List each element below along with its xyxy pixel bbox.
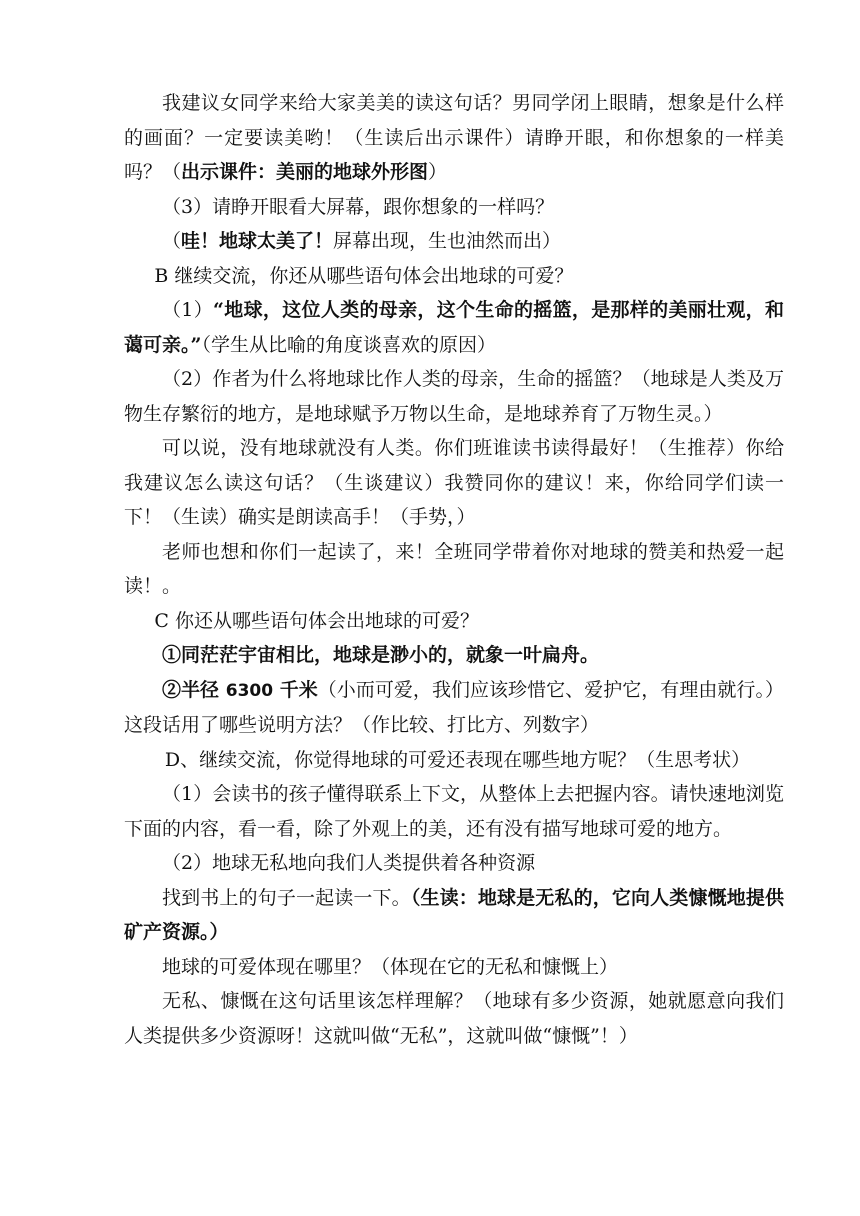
document-body [124,86,784,1053]
paragraph-4 [124,259,784,294]
bold-text-span: 哇！地球太美了！ [181,230,334,252]
text-span: 可以说，没有地球就没有人类。你们班谁读书读得最好！（生推荐）你给我建议怎么读这句话？（生谈建议）我赞同你的建议！来，你给同学们读一下！（生读）确实是朗读高手！（手势，） [124,437,784,528]
text-span: D、继续交流，你觉得地球的可爱还表现在哪些地方呢？（生思考状） [164,748,751,771]
paragraph-5 [124,293,784,362]
text-span: 找到书上的句子一起读一下。 [162,886,411,909]
bold-text-span: （生读：地球是无私的，它向人类慷慨地提供矿产资源。） [124,886,784,943]
bold-text-span: 6300 [225,680,274,701]
text-span: C 你还从哪些语句体会出地球的可爱？ [154,609,479,632]
paragraph-15 [124,881,784,950]
text-span: 我建议女同学来给大家美美的读这句话？男同学闭上眼睛，想象是什么样的画面？一定要读美哟！（生读后出示课件）请睁开眼，和你想象的一样美吗？（ [124,92,784,183]
bold-text-span: “地球，这位人类的母亲，这个生命的摇篮，是那样的美丽壮观，和蔼可亲。” [124,299,784,356]
paragraph-2 [124,190,784,225]
bold-text-span: 出示课件：美丽的地球外形图 [181,161,429,183]
paragraph-12 [124,743,784,778]
text-span: 老师也想和你们一起读了，来！全班同学带着你对地球的赞美和热爱一起读！。 [124,540,784,597]
paragraph-10 [124,638,784,673]
paragraph-7 [124,431,784,535]
paragraph-14 [124,846,784,881]
bold-text-span: ②半径 [162,678,226,701]
text-span: （1）会读书的孩子懂得联系上下文，从整体上去把握内容。请快速地浏览下面的内容，看一看，除了外观上的美，还有没有描写地球可爱的地方。 [124,783,784,840]
text-span: （学生从比喻的角度谈喜欢的原因） [201,333,496,356]
paragraph-1 [124,86,784,190]
paragraph-3 [124,224,784,259]
paragraph-8 [124,535,784,604]
text-span: （ [162,230,182,252]
text-span: ） [428,161,448,183]
text-span: 屏幕出现，生也油然而出） [333,230,562,252]
bold-text-span: ①同茫茫宇宙相比，地球是渺小的，就象一叶扁舟。 [162,644,600,666]
paragraph-11 [124,673,784,743]
text-span: 地球的可爱体现在哪里？（体现在它的无私和慷慨上） [162,955,619,978]
text-span: 无私、慷慨在这句话里该怎样理解？（地球有多少资源，她就愿意向我们人类提供多少资源呀！这就叫做“无私”，这就叫做“慷慨”！） [124,990,784,1047]
paragraph-17 [124,984,784,1053]
text-span: （3）请睁开眼看大屏幕，跟你想象的一样吗？ [162,195,555,218]
text-span: （2）地球无私地向我们人类提供着各种资源 [162,852,536,874]
paragraph-6 [124,362,784,431]
paragraph-9 [124,604,784,639]
paragraph-13 [124,777,784,846]
bold-text-span: 千米 [273,678,318,701]
text-span: （2）作者为什么将地球比作人类的母亲，生命的摇篮？（地球是人类及万物生存繁衍的地方，是地球赋予万物以生命，是地球养育了万物生灵。） [124,368,784,425]
text-span: （小而可爱，我们应该珍惜它、爱护它，有理由就行。）这段话用了哪些说明方法？（作比较、打比方、列数字） [124,678,784,736]
paragraph-16 [124,950,784,985]
text-span: B 继续交流，你还从哪些语句体会出地球的可爱？ [154,264,574,287]
text-span: （1） [162,299,214,321]
